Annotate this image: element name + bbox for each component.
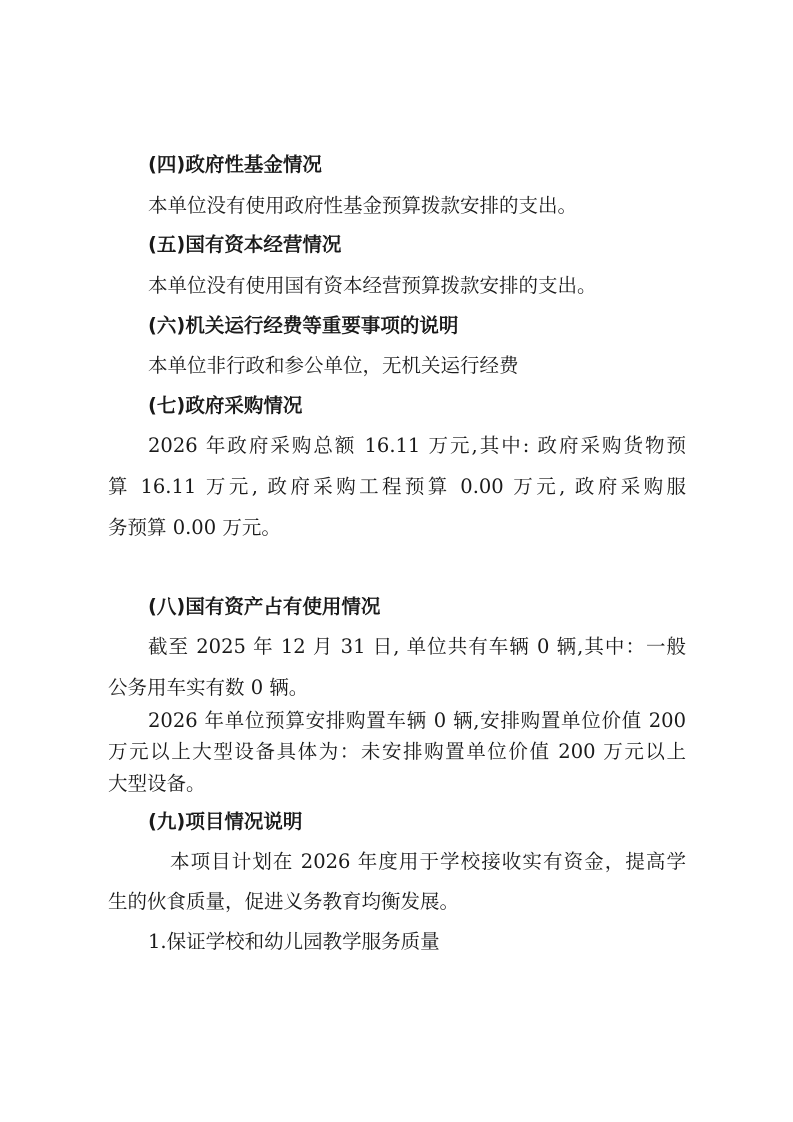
section-7-line-1: 2026 年政府采购总额 16.11 万元,其中: 政府采购货物预 — [148, 434, 686, 457]
section-9-line-3: 1.保证学校和幼儿园教学服务质量 — [148, 930, 440, 953]
section-8-line-3: 2026 年单位预算安排购置车辆 0 辆,安排购置单位价值 200 — [148, 709, 686, 732]
section-8-line-5: 大型设备。 — [108, 772, 206, 795]
section-9-line-1: 本项目计划在 2026 年度用于学校接收实有资金，提高学 — [170, 850, 686, 873]
section-heading-9: (九)项目情况说明 — [148, 810, 303, 833]
section-heading-4: (四)政府性基金情况 — [148, 153, 322, 176]
section-7-line-3: 务预算 0.00 万元。 — [108, 516, 281, 539]
section-heading-5: (五)国有资本经营情况 — [148, 233, 342, 256]
section-8-line-1: 截至 2025 年 12 月 31 日, 单位共有车辆 0 辆,其中：一般 — [148, 635, 686, 658]
section-8-line-2: 公务用车实有数 0 辆。 — [108, 676, 309, 699]
section-6-paragraph: 本单位非行政和参公单位，无机关运行经费 — [148, 354, 519, 377]
section-9-line-2: 生的伙食质量，促进义务教育均衡发展。 — [108, 890, 460, 913]
section-heading-7: (七)政府采购情况 — [148, 394, 303, 417]
section-5-paragraph: 本单位没有使用国有资本经营预算拨款安排的支出。 — [148, 274, 597, 297]
section-4-paragraph: 本单位没有使用政府性基金预算拨款安排的支出。 — [148, 194, 578, 217]
section-8-line-4: 万元以上大型设备具体为：未安排购置单位价值 200 万元以上 — [108, 740, 686, 763]
section-heading-8: (八)国有资产占有使用情况 — [148, 595, 381, 618]
section-heading-6: (六)机关运行经费等重要事项的说明 — [148, 314, 459, 337]
section-7-line-2: 算 16.11 万元, 政府采购工程预算 0.00 万元, 政府采购服 — [108, 475, 686, 498]
